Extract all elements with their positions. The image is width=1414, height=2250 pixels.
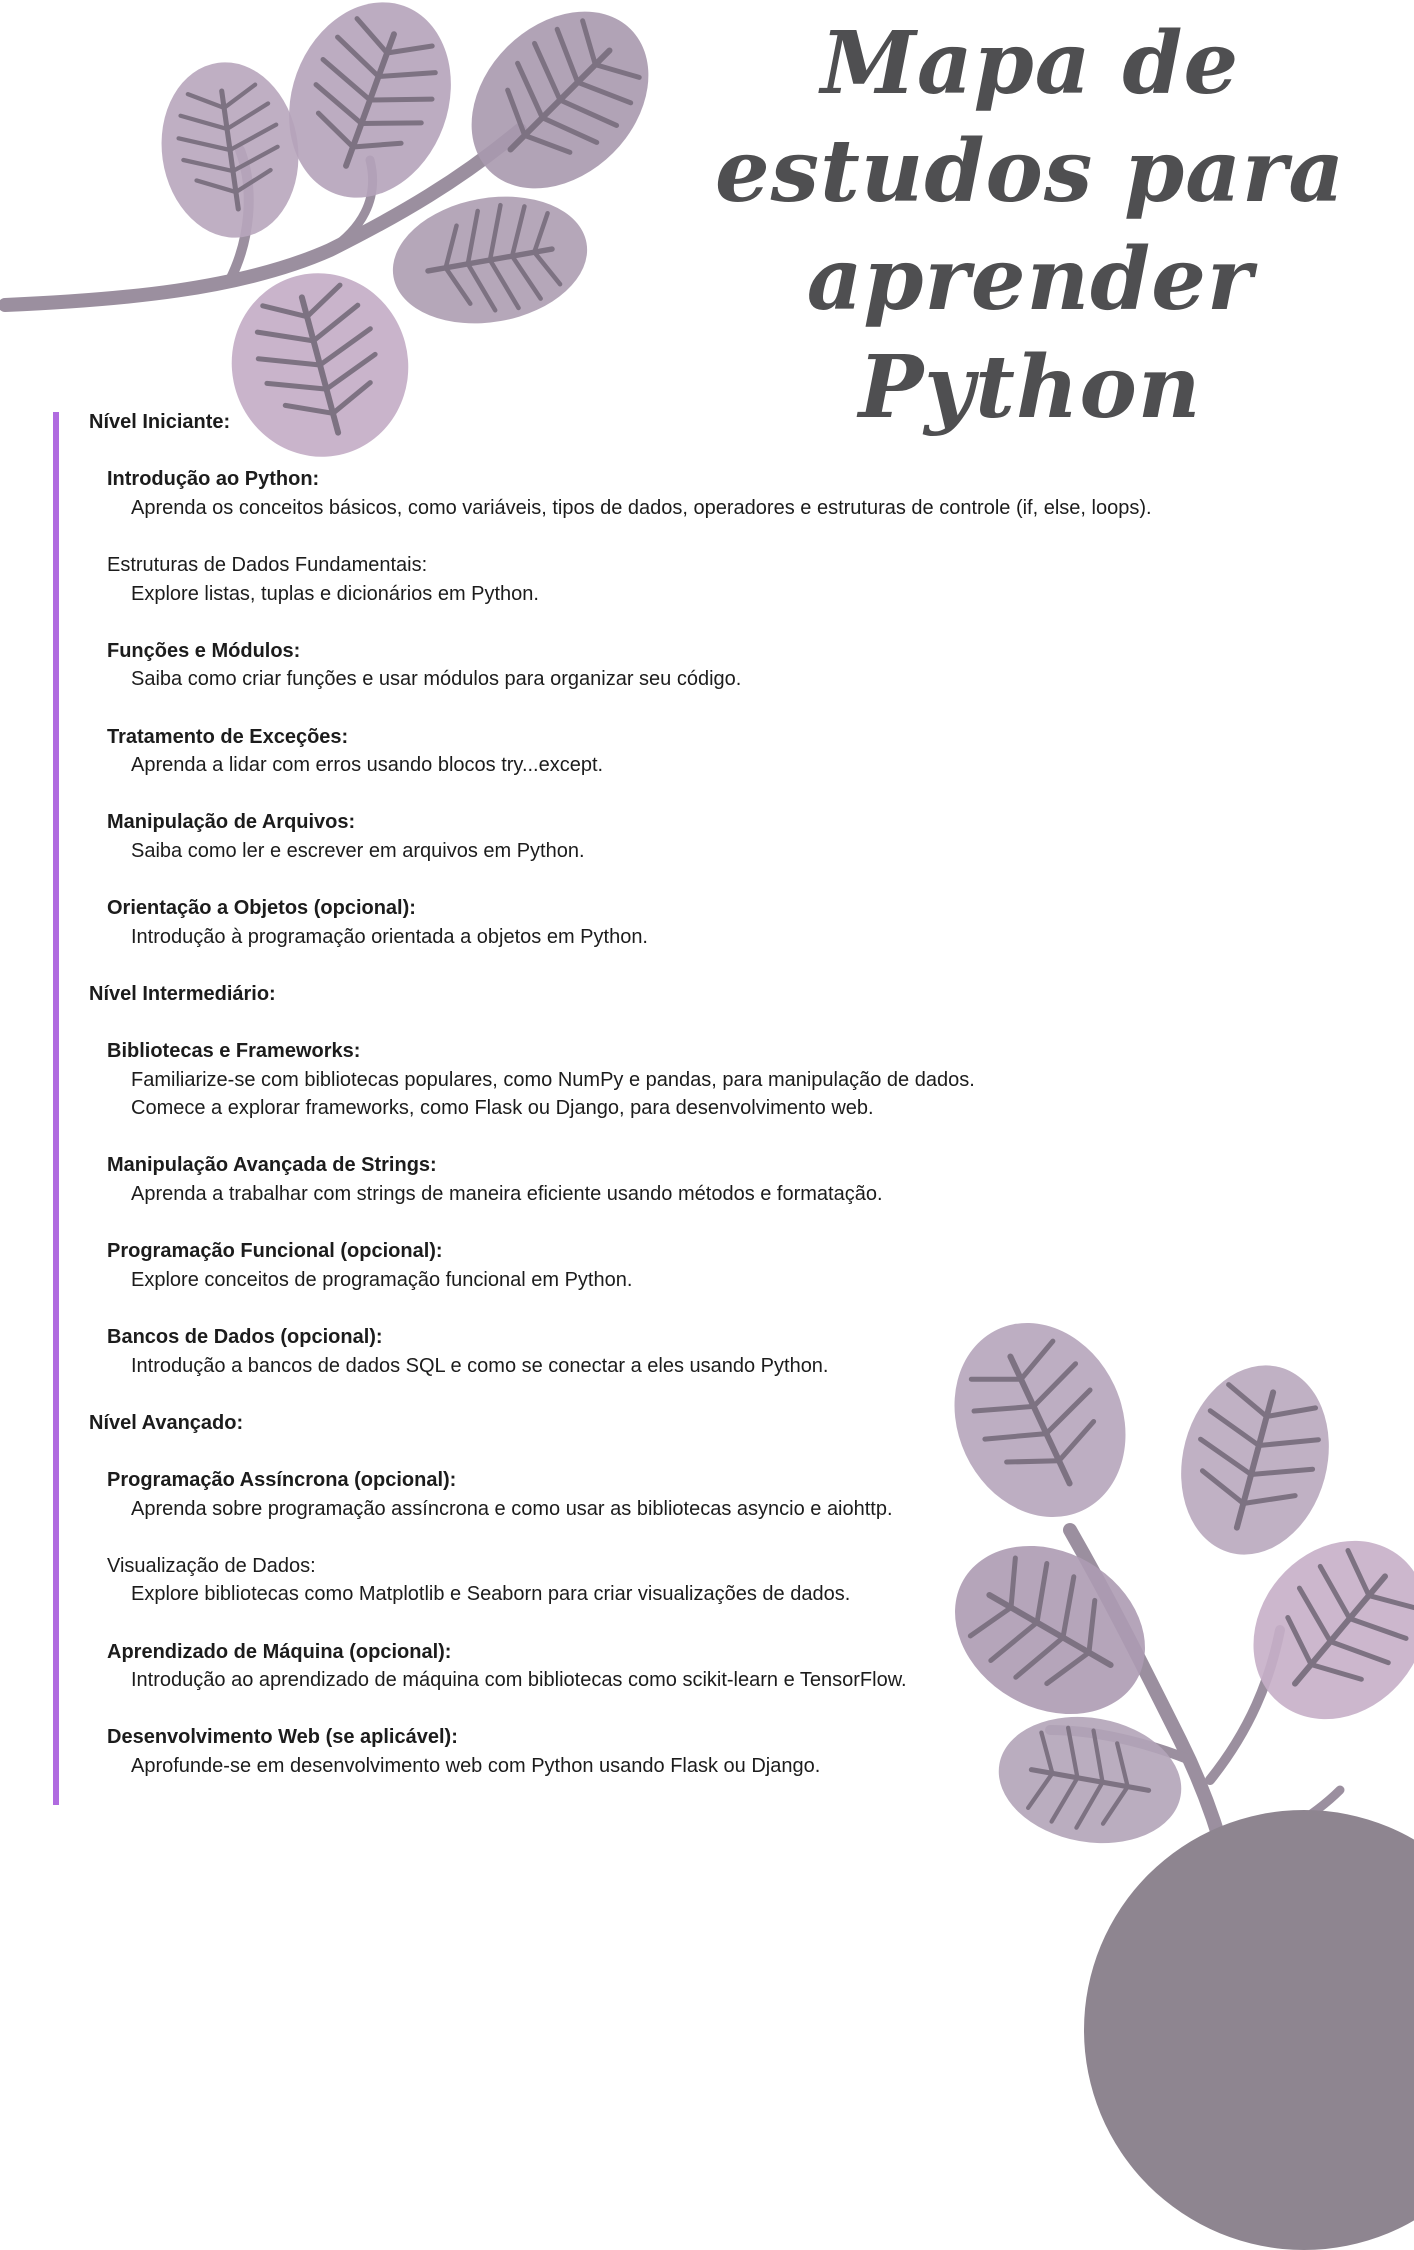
title-line-1: Mapa de estudos para [714, 13, 1346, 222]
leaf-branch-top-illustration [0, 0, 670, 470]
topic-introducao-python [89, 465, 1189, 522]
topic-title: Introdução ao Python: [107, 468, 320, 491]
topic-description: Aprenda a trabalhar com strings de maneira eficiente usando métodos e formatação. [131, 1183, 883, 1206]
topic-orientacao-objetos [89, 894, 1189, 951]
topic-description: Explore bibliotecas como Matplotlib e Seaborn para criar visualizações de dados. [131, 1583, 851, 1606]
topic-description: Aprenda sobre programação assíncrona e como usar as bibliotecas asyncio e aiohttp. [131, 1497, 893, 1520]
topic-description: Familiarize-se com bibliotecas populares, como NumPy e pandas, para manipulação de dados. [131, 1068, 975, 1091]
title-line-2: aprender Python [806, 229, 1254, 438]
topic-visualizacao-dados [89, 1552, 1189, 1609]
topic-title: Programação Funcional (opcional): [107, 1240, 443, 1263]
topic-title: Desenvolvimento Web (se aplicável): [107, 1726, 458, 1749]
topic-estruturas-dados [89, 551, 1189, 608]
topic-description: Aprenda a lidar com erros usando blocos try...except. [131, 754, 604, 777]
topic-programacao-assincrona [89, 1466, 1189, 1523]
level-heading-iniciante: Nível Iniciante: [89, 411, 231, 433]
topic-aprendizado-maquina [89, 1638, 1189, 1695]
topic-title: Bibliotecas e Frameworks: [107, 1040, 361, 1063]
topic-description: Aprofunde-se em desenvolvimento web com Python usando Flask ou Django. [131, 1754, 821, 1777]
topic-bancos-dados [89, 1323, 1189, 1380]
level-heading-avancado: Nível Avançado: [89, 1411, 244, 1434]
topic-title: Programação Assíncrona (opcional): [107, 1468, 457, 1491]
topic-title: Orientação a Objetos (opcional): [107, 897, 416, 920]
topic-manipulacao-arquivos [89, 808, 1189, 865]
topic-description: Explore conceitos de programação funcional em Python. [131, 1268, 633, 1291]
topic-title: Bancos de Dados (opcional): [107, 1326, 383, 1348]
topic-strings-avancadas [89, 1151, 1189, 1208]
topic-description: Explore listas, tuplas e dicionários em Python. [131, 582, 539, 605]
topic-desenvolvimento-web [89, 1723, 1189, 1780]
topic-funcoes-modulos [89, 637, 1189, 694]
topic-description: Saiba como ler e escrever em arquivos em Python. [131, 839, 585, 862]
accent-bar [53, 412, 59, 1805]
topic-bibliotecas-frameworks [89, 1037, 1189, 1123]
topic-title: Manipulação de Arquivos: [107, 811, 356, 834]
level-heading-intermediario: Nível Intermediário: [89, 982, 276, 1005]
topic-title: Estruturas de Dados Fundamentais: [107, 553, 428, 576]
topic-tratamento-excecoes [89, 723, 1189, 780]
topic-title: Manipulação Avançada de Strings: [107, 1154, 437, 1177]
topic-description-2: Comece a explorar frameworks, como Flask ou Django, para desenvolvimento web. [131, 1097, 874, 1120]
topic-programacao-funcional [89, 1237, 1189, 1294]
topic-title: Visualização de Dados: [107, 1554, 316, 1577]
topic-description: Introdução a bancos de dados SQL e como se conectar a eles usando Python. [131, 1354, 829, 1377]
topic-title: Funções e Módulos: [107, 639, 301, 662]
topic-description: Saiba como criar funções e usar módulos para organizar seu código. [131, 668, 742, 691]
topic-description: Introdução ao aprendizado de máquina com bibliotecas como scikit-learn e TensorFlow. [131, 1669, 907, 1692]
study-map-content [89, 408, 1189, 1809]
topic-description: Aprenda os conceitos básicos, como variáveis, tipos de dados, operadores e estruturas de controle (if, else, loops). [131, 496, 1152, 519]
topic-title: Tratamento de Exceções: [107, 725, 349, 748]
topic-title: Aprendizado de Máquina (opcional): [107, 1640, 452, 1663]
topic-description: Introdução à programação orientada a objetos em Python. [131, 925, 648, 948]
page-title [660, 10, 1400, 442]
